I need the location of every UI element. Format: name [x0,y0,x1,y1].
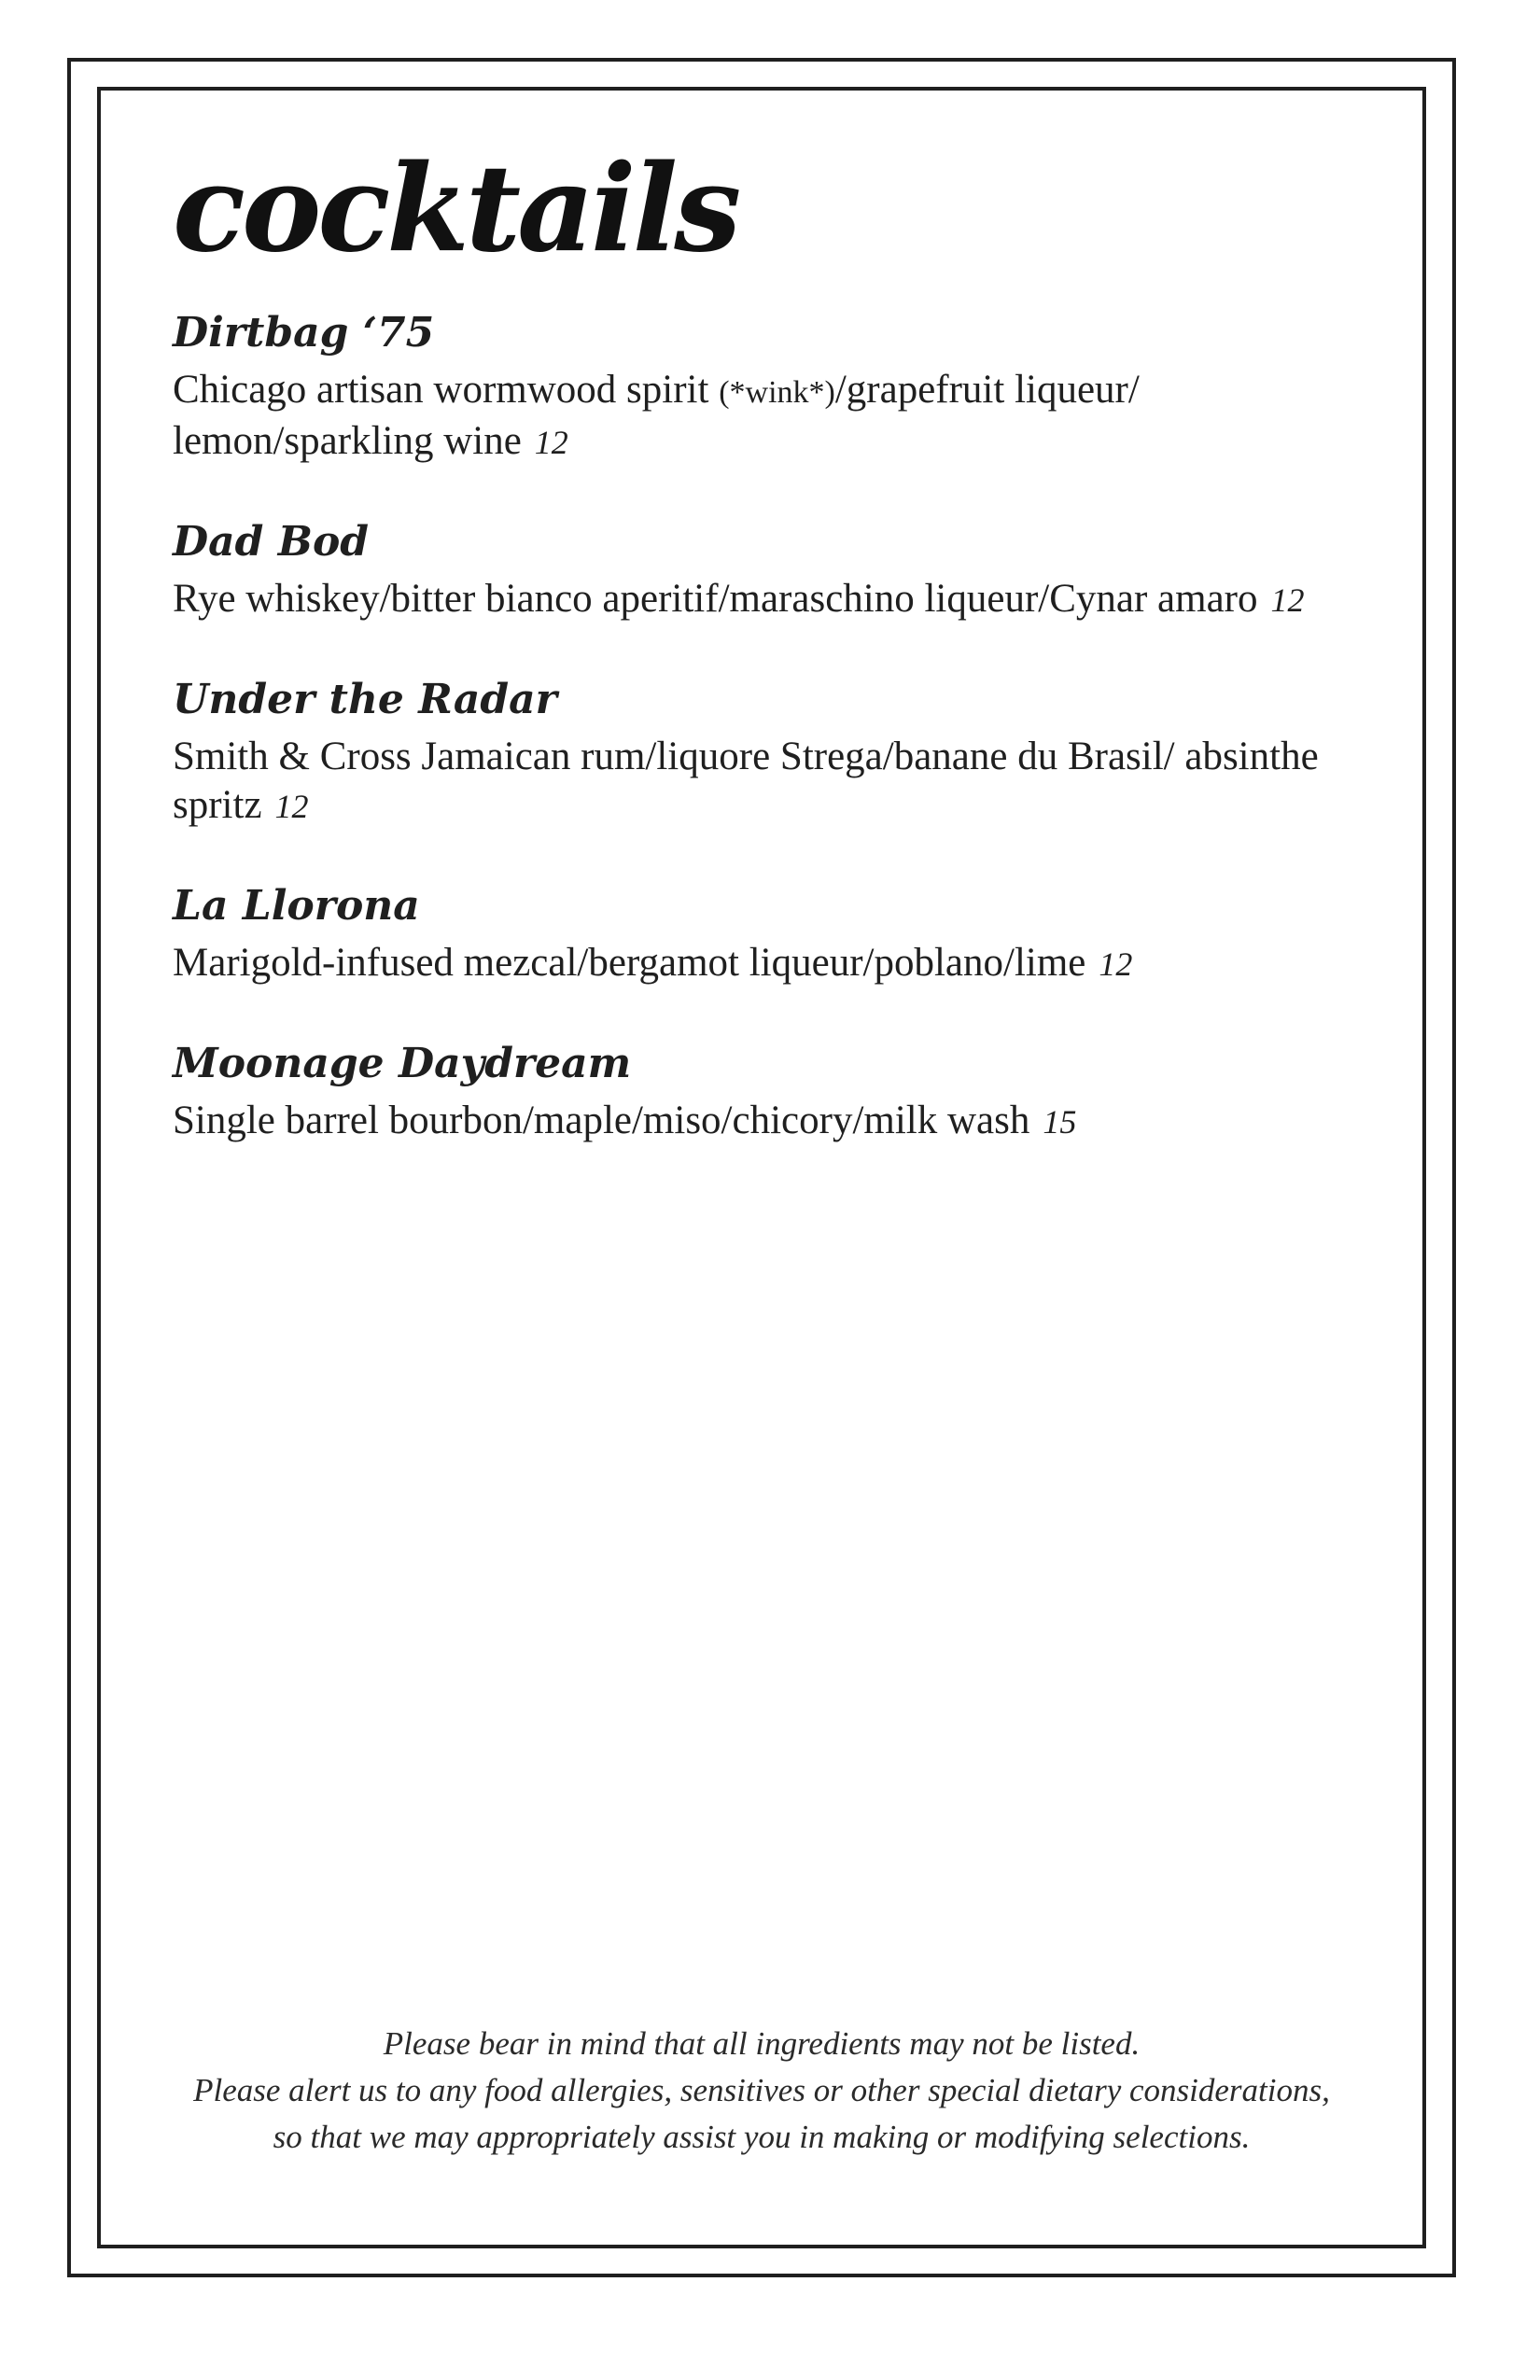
notice-line: Please alert us to any food allergies, sensitives or other special dietary considerations, [193,2072,1330,2108]
cocktail-name: Under the Radar [173,676,557,723]
menu-item [173,1037,1367,1146]
description-text: Single barrel bourbon/maple/miso/chicory/milk wash [173,1099,1030,1142]
cocktail-name: Moonage Daydream [173,1040,632,1087]
cocktail-description [173,939,1367,988]
cocktail-description [173,575,1367,624]
cocktail-price: 15 [1043,1103,1077,1141]
cocktail-name: Dad Bod [173,518,370,566]
cocktail-description [173,1097,1367,1146]
cocktail-price: 12 [534,424,568,461]
menu-content [173,139,1367,1195]
cocktail-name: La Llorona [173,882,420,930]
notice-line: Please bear in mind that all ingredients may not be listed. [383,2025,1141,2062]
cocktail-price: 12 [1270,581,1305,619]
cocktail-list [173,306,1367,1146]
description-text: Smith & Cross Jamaican rum/liquore Strega/banane du Brasil/ absinthe spritz [173,735,1319,827]
description-text: /grapefruit liqueur/ lemon/sparkling wine [173,368,1140,463]
cocktail-price: 12 [1099,945,1133,983]
description-text: Marigold-infused mezcal/bergamot liqueur/poblano/lime [173,941,1086,985]
menu-item [173,673,1367,831]
cocktail-description [173,733,1367,831]
cocktail-price: 12 [274,788,309,825]
menu-item [173,879,1367,988]
notice-line: so that we may appropriately assist you in making or modifying selections. [273,2119,1251,2155]
allergy-notice [97,2021,1426,2161]
menu-item [173,515,1367,624]
description-text: Chicago artisan wormwood spirit [173,368,720,412]
page-title: cocktails [173,139,738,279]
description-aside: (*wink*) [719,375,835,410]
description-text: Rye whiskey/bitter bianco aperitif/maraschino liqueur/Cynar amaro [173,577,1258,621]
cocktail-description [173,366,1367,467]
menu-item [173,306,1367,467]
cocktail-name: Dirtbag ‘75 [173,309,435,357]
